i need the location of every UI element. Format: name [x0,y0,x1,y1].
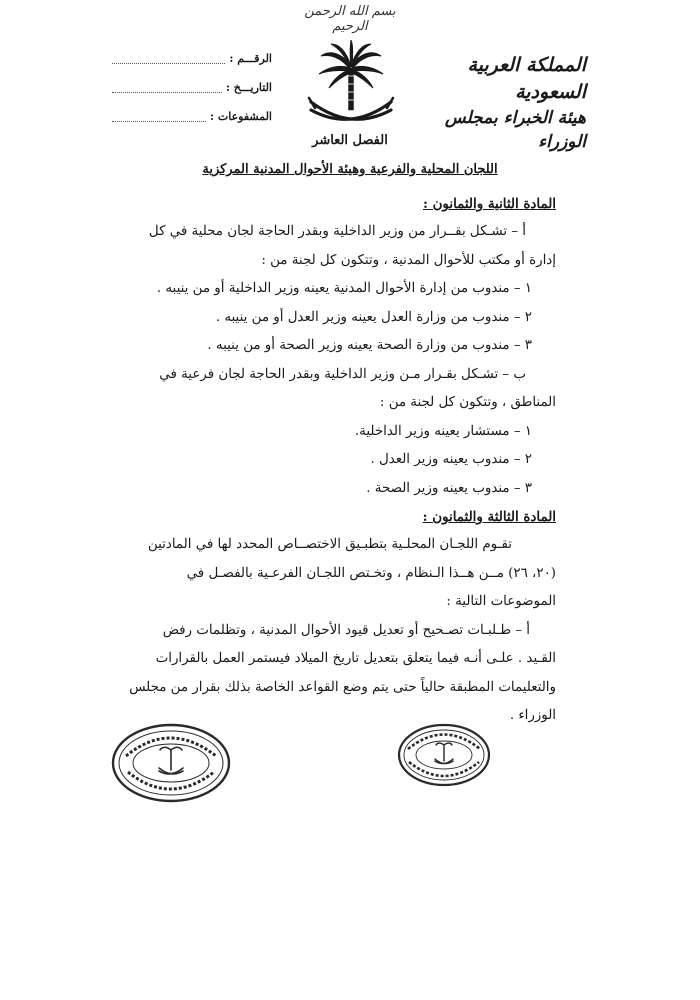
article-83-intro-line-1: تقـوم اللجـان المحلـية بتطبـيق الاختصــاص المحدد لها في المادتين [147,537,512,552]
chapter-subtitle-text: اللجان المحلية والفرعية وهيئة الأحوال المدنية المركزية [202,162,498,177]
ministry-line-1: المملكة العربية السعودية [467,54,586,103]
chapter-title: الفصل العاشر [312,133,388,148]
meta-date-row [112,73,272,102]
meta-date-line [112,83,222,93]
article-82-b-item-3: ٣ – مندوب يعينه وزير الصحة . [366,480,532,496]
basmala: بسم الله الرحمن الرحيم [304,4,396,34]
meta-number-label: الرقـــم : [229,52,272,65]
article-83-a-line-3: والتعليمات المطبقة حالياً حتى يتم وضع القواعد الخاصة بذلك بقرار من مجلس [129,679,556,695]
meta-attachments-label: المشفوعات : [210,110,272,123]
article-83-intro-line-2: (٢٠، ٢٦) مــن هــذا الـنظام ، وتخـتص اللجـان الفرعـية بالفصـل في [186,565,556,581]
article-83-a-line-2: القـيد . علـى أنـه فيما يتعلق بتعديل تاريخ الميلاد فيستمر العمل بالقرارات [155,651,556,666]
article-82-b-item-2: ٢ – مندوب يعينه وزير العدل . [370,452,532,467]
article-82-a-item-3: ٣ – مندوب من وزارة الصحة يعينه وزير الصحة أو من ينيبه . [207,338,532,353]
meta-date-label: التاريـــخ : [225,81,272,94]
palm-swords-emblem-icon [305,40,397,136]
article-82-b-line-1: ب – تشـكل بقـرار مـن وزير الداخلية وبقدر الحاجة لجان فرعية في [159,366,526,382]
article-83-a-line-4: الوزراء . [509,708,556,723]
right-official-stamp [396,722,492,788]
ministry-line-2: هيئة الخبراء بمجلس الوزراء [444,108,586,152]
left-official-stamp [110,722,232,804]
meta-number-row [112,44,272,73]
chapter-subtitle [0,162,700,177]
article-82-a-line-1: أ – تشـكل بقــرار من وزير الداخلية وبقدر الحاجة لجان محلية في كل [148,224,526,239]
article-82-a-item-2: ٢ – مندوب من وزارة العدل يعينه وزير العدل أو من ينيبه . [215,309,532,325]
document-body [112,190,556,731]
meta-fields [112,44,272,131]
meta-attachments-line [112,112,206,122]
article-83-intro-line-3: الموضوعات التالية : [446,594,556,609]
article-83-a-line-1: أ – طـلبـات تصـحيح أو تعديل قيود الأحوال المدنية ، وتظلمات رفض [162,622,530,638]
article-82-b-line-2: المناطق ، وتتكون كل لجنة من : [379,395,556,410]
meta-number-line [112,54,225,64]
article-82-a-item-1: ١ – مندوب من إدارة الأحوال المدنية يعينه وزير الداخلية أو من ينيبه . [156,281,532,296]
article-83-title: المادة الثالثة والثمانون : [422,509,556,525]
article-82-b-item-1: ١ – مستشار يعينه وزير الداخلية. [354,423,532,439]
meta-attachments-row [112,102,272,131]
article-82-a-line-2: إدارة أو مكتب للأحوال المدنية ، وتتكون كل لجنة من : [261,252,556,268]
article-82-title: المادة الثانية والثمانون : [422,196,556,212]
